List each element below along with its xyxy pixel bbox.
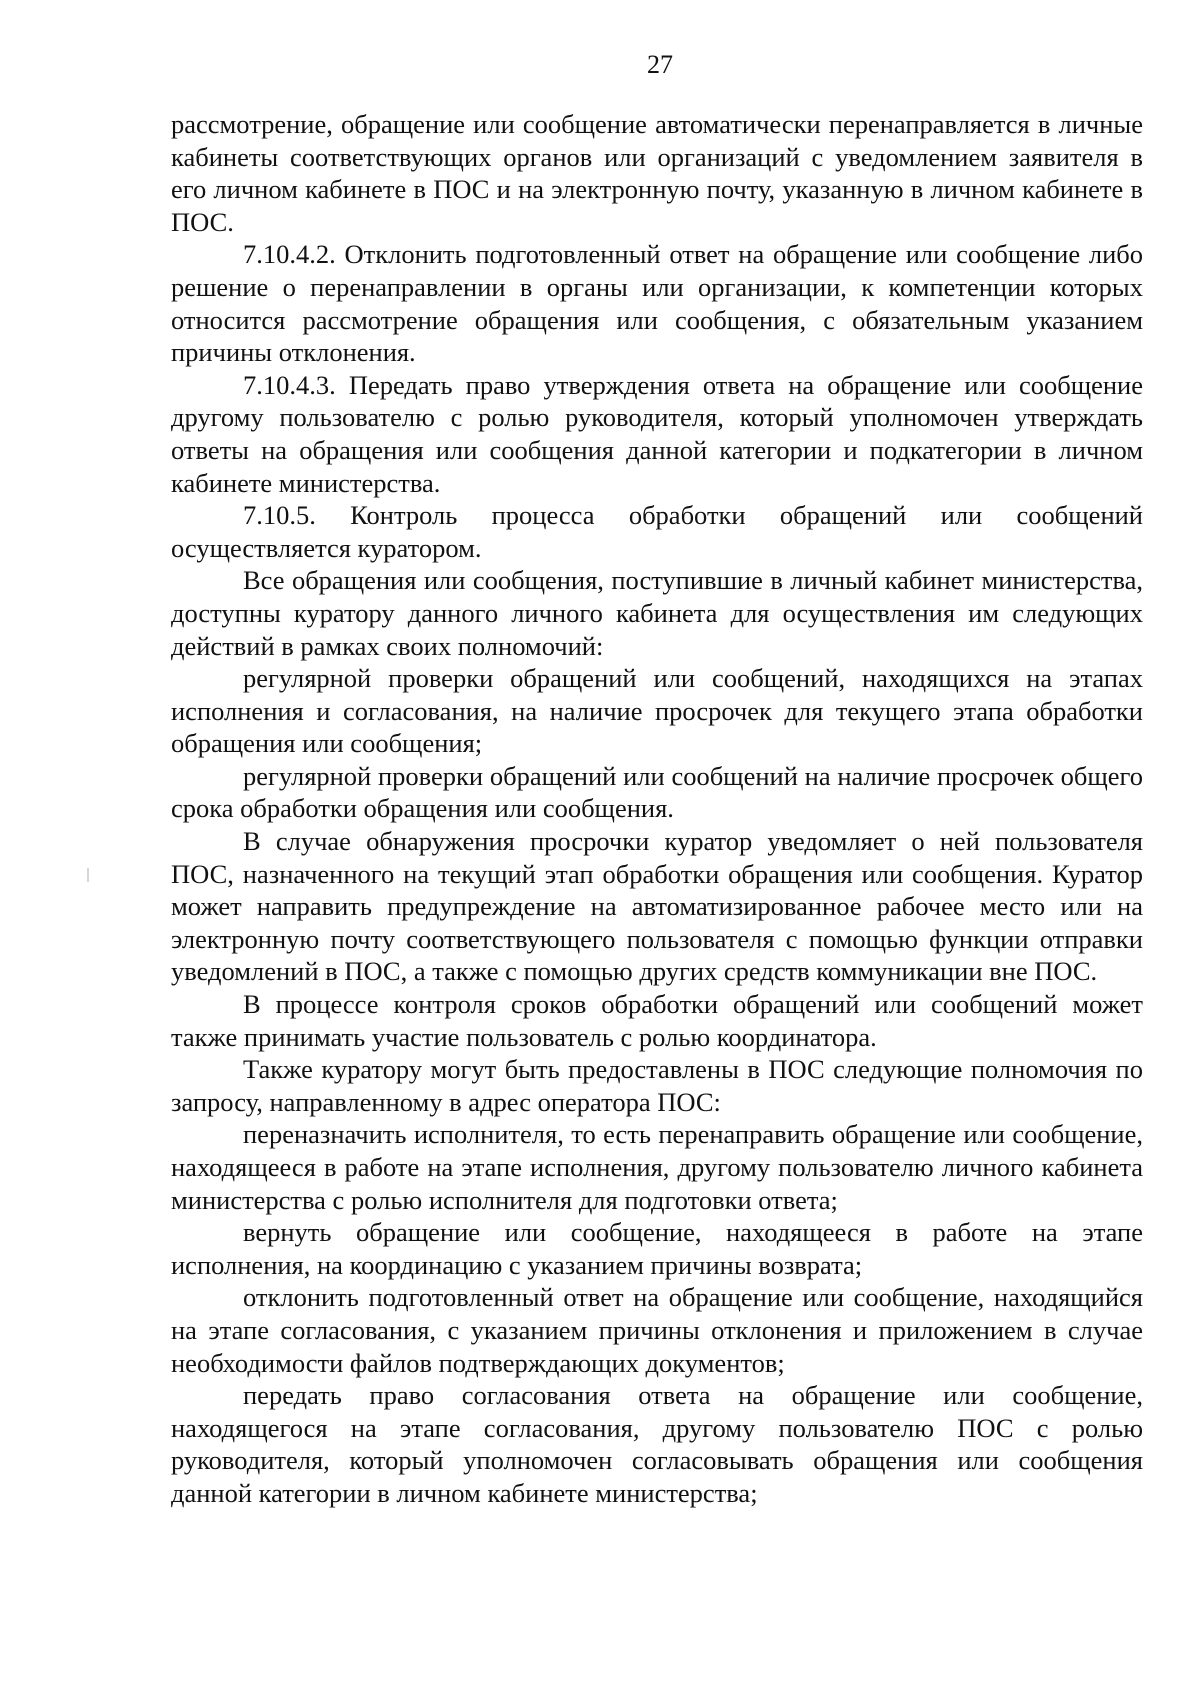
paragraph: В случае обнаружения просрочки куратор уведомляет о ней пользователя ПОС, назначенного на текущий этап обработки обращения или сообщения. Куратор может направить предупреждение на автоматизированное рабочее место или на электронную почту соответствующего пользователя с помощью функции отправки уведомлений в ПОС, а также с помощью других средств коммуникации вне ПОС. bbox=[171, 826, 1143, 987]
list-item: переназначить исполнителя, то есть перенаправить обращение или сообщение, находящееся в работе на этапе исполнения, другому пользователю личного кабинета министерства с ролью исполнителя для подготовки ответа; bbox=[171, 1119, 1143, 1215]
document-body bbox=[171, 108, 1143, 1510]
list-item: вернуть обращение или сообщение, находящееся в работе на этапе исполнения, на координацию с указанием причины возврата; bbox=[171, 1217, 1143, 1280]
paragraph: В процессе контроля сроков обработки обращений или сообщений может также принимать участие пользователь с ролью координатора. bbox=[171, 989, 1143, 1052]
scan-artifact bbox=[87, 868, 89, 882]
list-item: регулярной проверки обращений или сообщений, находящихся на этапах исполнения и согласования, на наличие просрочек для текущего этапа обработки обращения или сообщения; bbox=[171, 663, 1143, 759]
paragraph-7-10-4-2: 7.10.4.2. Отклонить подготовленный ответ на обращение или сообщение либо решение о перенаправлении в органы или организации, к компетенции которых относится рассмотрение обращения или сообщения, с обязательным указанием причины отклонения. bbox=[171, 239, 1143, 368]
list-item: отклонить подготовленный ответ на обращение или сообщение, находящийся на этапе согласования, с указанием причины отклонения и приложением в случае необходимости файлов подтверждающих документов; bbox=[171, 1282, 1143, 1378]
paragraph: Все обращения или сообщения, поступившие в личный кабинет министерства, доступны куратору данного личного кабинета для осуществления им следующих действий в рамках своих полномочий: bbox=[171, 565, 1143, 661]
paragraph-7-10-5: 7.10.5. Контроль процесса обработки обращений или сообщений осуществляется куратором. bbox=[171, 500, 1143, 563]
list-item: передать право согласования ответа на обращение или сообщение, находящегося на этапе согласования, другому пользователю ПОС с ролью руководителя, который уполномочен согласовывать обращения или сообщения данной категории в личном кабинете министерства; bbox=[171, 1380, 1143, 1508]
page-number: 27 bbox=[647, 50, 673, 79]
paragraph: рассмотрение, обращение или сообщение автоматически перенаправляется в личные кабинеты соответствующих органов или организаций с уведомлением заявителя в его личном кабинете в ПОС и на электронную почту, указанную в личном кабинете в ПОС. bbox=[171, 109, 1143, 237]
list-item: регулярной проверки обращений или сообщений на наличие просрочек общего срока обработки обращения или сообщения. bbox=[171, 760, 1143, 824]
paragraph-7-10-4-3: 7.10.4.3. Передать право утверждения ответа на обращение или сообщение другому пользователю с ролью руководителя, который уполномочен утверждать ответы на обращения или сообщения данной категории и подкатегории в личном кабинете министерства. bbox=[171, 369, 1143, 498]
paragraph: Также куратору могут быть предоставлены в ПОС следующие полномочия по запросу, направленному в адрес оператора ПОС: bbox=[171, 1054, 1143, 1117]
